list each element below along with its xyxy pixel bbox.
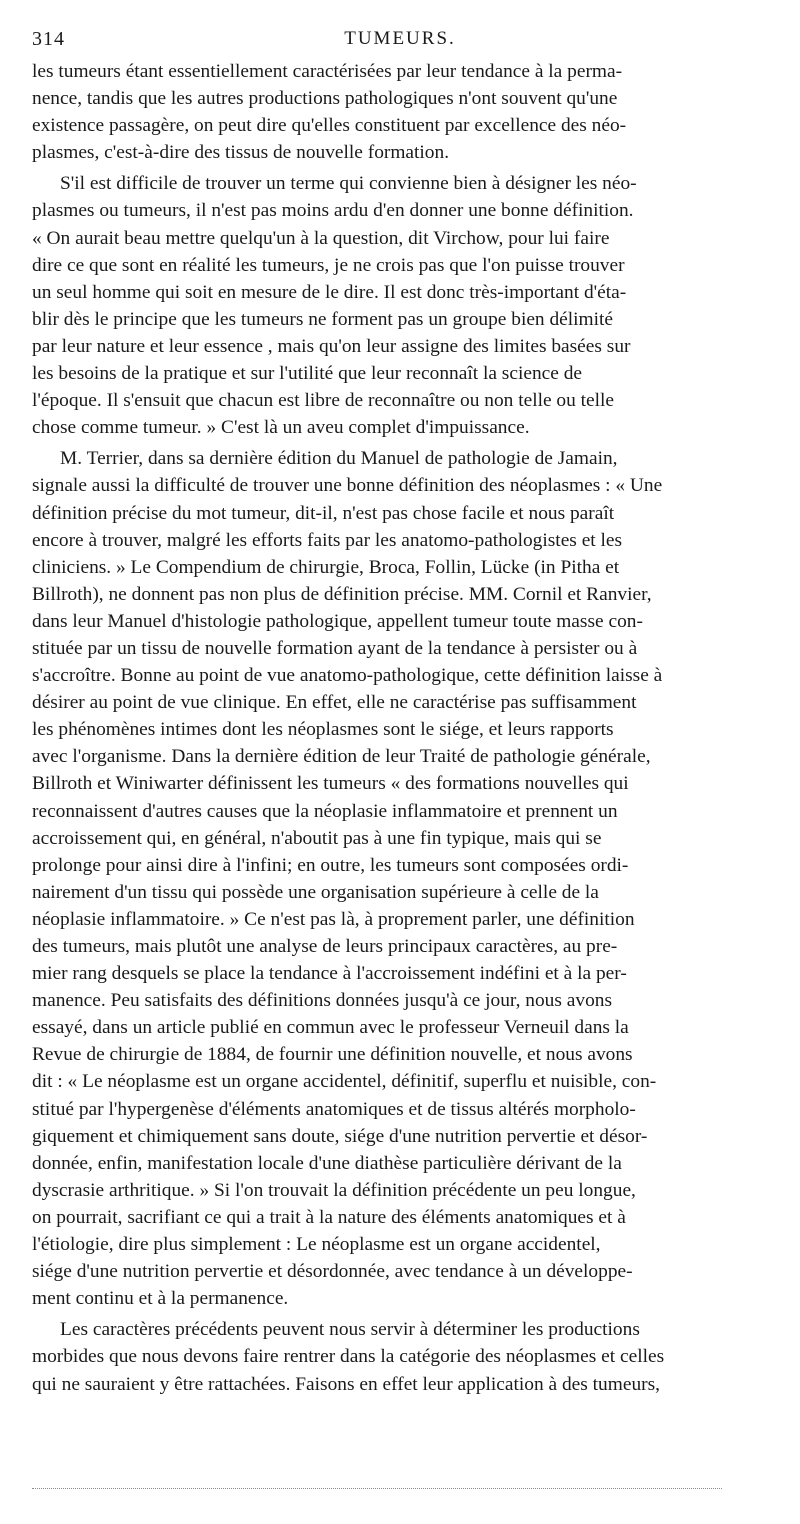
text-line: un seul homme qui soit en mesure de le dire. Il est donc très-important d'éta-	[32, 281, 627, 303]
text-line: Revue de chirurgie de 1884, de fournir une définition nouvelle, et nous avons	[32, 1044, 633, 1066]
book-page	[32, 28, 768, 1398]
text-line: S'il est difficile de trouver un terme qui convienne bien à désigner les néo-	[60, 173, 637, 195]
text-line: existence passagère, on peut dire qu'elles constituent par excellence des néo-	[32, 115, 627, 137]
text-line: plasmes ou tumeurs, il n'est pas moins ardu d'en donner une bonne définition.	[32, 200, 634, 222]
text-line: avec l'organisme. Dans la dernière édition de leur Traité de pathologie générale,	[32, 746, 651, 768]
text-line: mier rang desquels se place la tendance à l'accroissement indéfini et à la per-	[32, 963, 627, 985]
page-number: 314	[32, 28, 65, 50]
running-title: TUMEURS.	[344, 28, 456, 49]
text-line: Billroth et Winiwarter définissent les tumeurs « des formations nouvelles qui	[32, 773, 629, 795]
text-line: l'étiologie, dire plus simplement : Le néoplasme est un organe accidentel,	[32, 1234, 601, 1256]
text-line: s'accroître. Bonne au point de vue anatomo-pathologique, cette définition laisse à	[32, 665, 663, 687]
text-line: signale aussi la difficulté de trouver une bonne définition des néoplasmes : « Une	[32, 475, 663, 497]
paragraph	[32, 58, 768, 166]
text-line: dire ce que sont en réalité les tumeurs, je ne crois pas que l'on puisse trouver	[32, 254, 625, 276]
page-header	[32, 28, 768, 58]
paragraph	[32, 1316, 768, 1397]
text-line: giquement et chimiquement sans doute, siége d'une nutrition pervertie et désor-	[32, 1125, 648, 1147]
text-line: qui ne sauraient y être rattachées. Faisons en effet leur application à des tumeurs,	[32, 1373, 660, 1395]
text-line: chose comme tumeur. » C'est là un aveu complet d'impuissance.	[32, 417, 530, 439]
text-line: plasmes, c'est-à-dire des tissus de nouvelle formation.	[32, 142, 450, 164]
text-line: blir dès le principe que les tumeurs ne forment pas un groupe bien délimité	[32, 308, 614, 330]
text-line: définition précise du mot tumeur, dit-il, n'est pas chose facile et nous paraît	[32, 502, 615, 524]
text-line: nairement d'un tissu qui possède une organisation supérieure à celle de la	[32, 881, 599, 903]
text-line: désirer au point de vue clinique. En effet, elle ne caractérise pas suffisamment	[32, 692, 637, 714]
text-line: des tumeurs, mais plutôt une analyse de leurs principaux caractères, au pre-	[32, 936, 618, 957]
footer-rule	[32, 1488, 722, 1489]
text-line: morbides que nous devons faire rentrer dans la catégorie des néoplasmes et celles	[32, 1346, 665, 1368]
text-line: dyscrasie arthritique. » Si l'on trouvait la définition précédente un peu longue,	[32, 1179, 636, 1201]
text-line: encore à trouver, malgré les efforts faits par les anatomo-pathologistes et les	[32, 529, 623, 551]
text-line: les besoins de la pratique et sur l'utilité que leur reconnaît la science de	[32, 363, 583, 385]
text-line: stitué par l'hypergenèse d'éléments anatomiques et de tissus altérés morpholo-	[32, 1098, 636, 1120]
text-line: nence, tandis que les autres productions pathologiques n'ont souvent qu'une	[32, 88, 618, 110]
text-line: donnée, enfin, manifestation locale d'une diathèse particulière dérivant de la	[32, 1152, 622, 1174]
text-line: manence. Peu satisfaits des définitions données jusqu'à ce jour, nous avons	[32, 990, 613, 1012]
text-line: cliniciens. » Le Compendium de chirurgie, Broca, Follin, Lücke (in Pitha et	[32, 556, 620, 578]
text-line: M. Terrier, dans sa dernière édition du Manuel de pathologie de Jamain,	[60, 448, 618, 470]
text-line: on pourrait, sacrifiant ce qui a trait à la nature des éléments anatomiques et à	[32, 1206, 626, 1228]
paragraph	[32, 170, 768, 441]
text-line: prolonge pour ainsi dire à l'infini; en outre, les tumeurs sont composées ordi-	[32, 854, 629, 876]
text-line: l'époque. Il s'ensuit que chacun est libre de reconnaître ou non telle ou telle	[32, 390, 615, 412]
text-line: ment continu et à la permanence.	[32, 1288, 289, 1310]
paragraph	[32, 445, 768, 1312]
text-line: Billroth), ne donnent pas non plus de définition précise. MM. Cornil et Ranvier,	[32, 583, 652, 605]
text-line: « On aurait beau mettre quelqu'un à la question, dit Virchow, pour lui faire	[32, 227, 610, 249]
text-line: stituée par un tissu de nouvelle formation ayant de la tendance à persister ou à	[32, 637, 638, 659]
text-line: dans leur Manuel d'histologie pathologique, appellent tumeur toute masse con-	[32, 610, 643, 632]
text-line: les phénomènes intimes dont les néoplasmes sont le siége, et leurs rapports	[32, 719, 614, 741]
text-line: Les caractères précédents peuvent nous servir à déterminer les productions	[60, 1319, 640, 1341]
text-line: siége d'une nutrition pervertie et désordonnée, avec tendance à un développe-	[32, 1261, 633, 1283]
text-line: accroissement qui, en général, n'aboutit pas à une fin typique, mais qui se	[32, 827, 602, 849]
text-line: par leur nature et leur essence , mais qu'on leur assigne des limites basées sur	[32, 335, 631, 357]
text-line: néoplasie inflammatoire. » Ce n'est pas là, à proprement parler, une définition	[32, 908, 635, 930]
text-line: les tumeurs étant essentiellement caractérisées par leur tendance à la perma-	[32, 61, 623, 82]
body-text	[32, 58, 768, 1398]
text-line: essayé, dans un article publié en commun avec le professeur Verneuil dans la	[32, 1017, 629, 1039]
text-line: reconnaissent d'autres causes que la néoplasie inflammatoire et prennent un	[32, 800, 618, 822]
text-line: dit : « Le néoplasme est un organe accidentel, définitif, superflu et nuisible, con-	[32, 1071, 657, 1093]
